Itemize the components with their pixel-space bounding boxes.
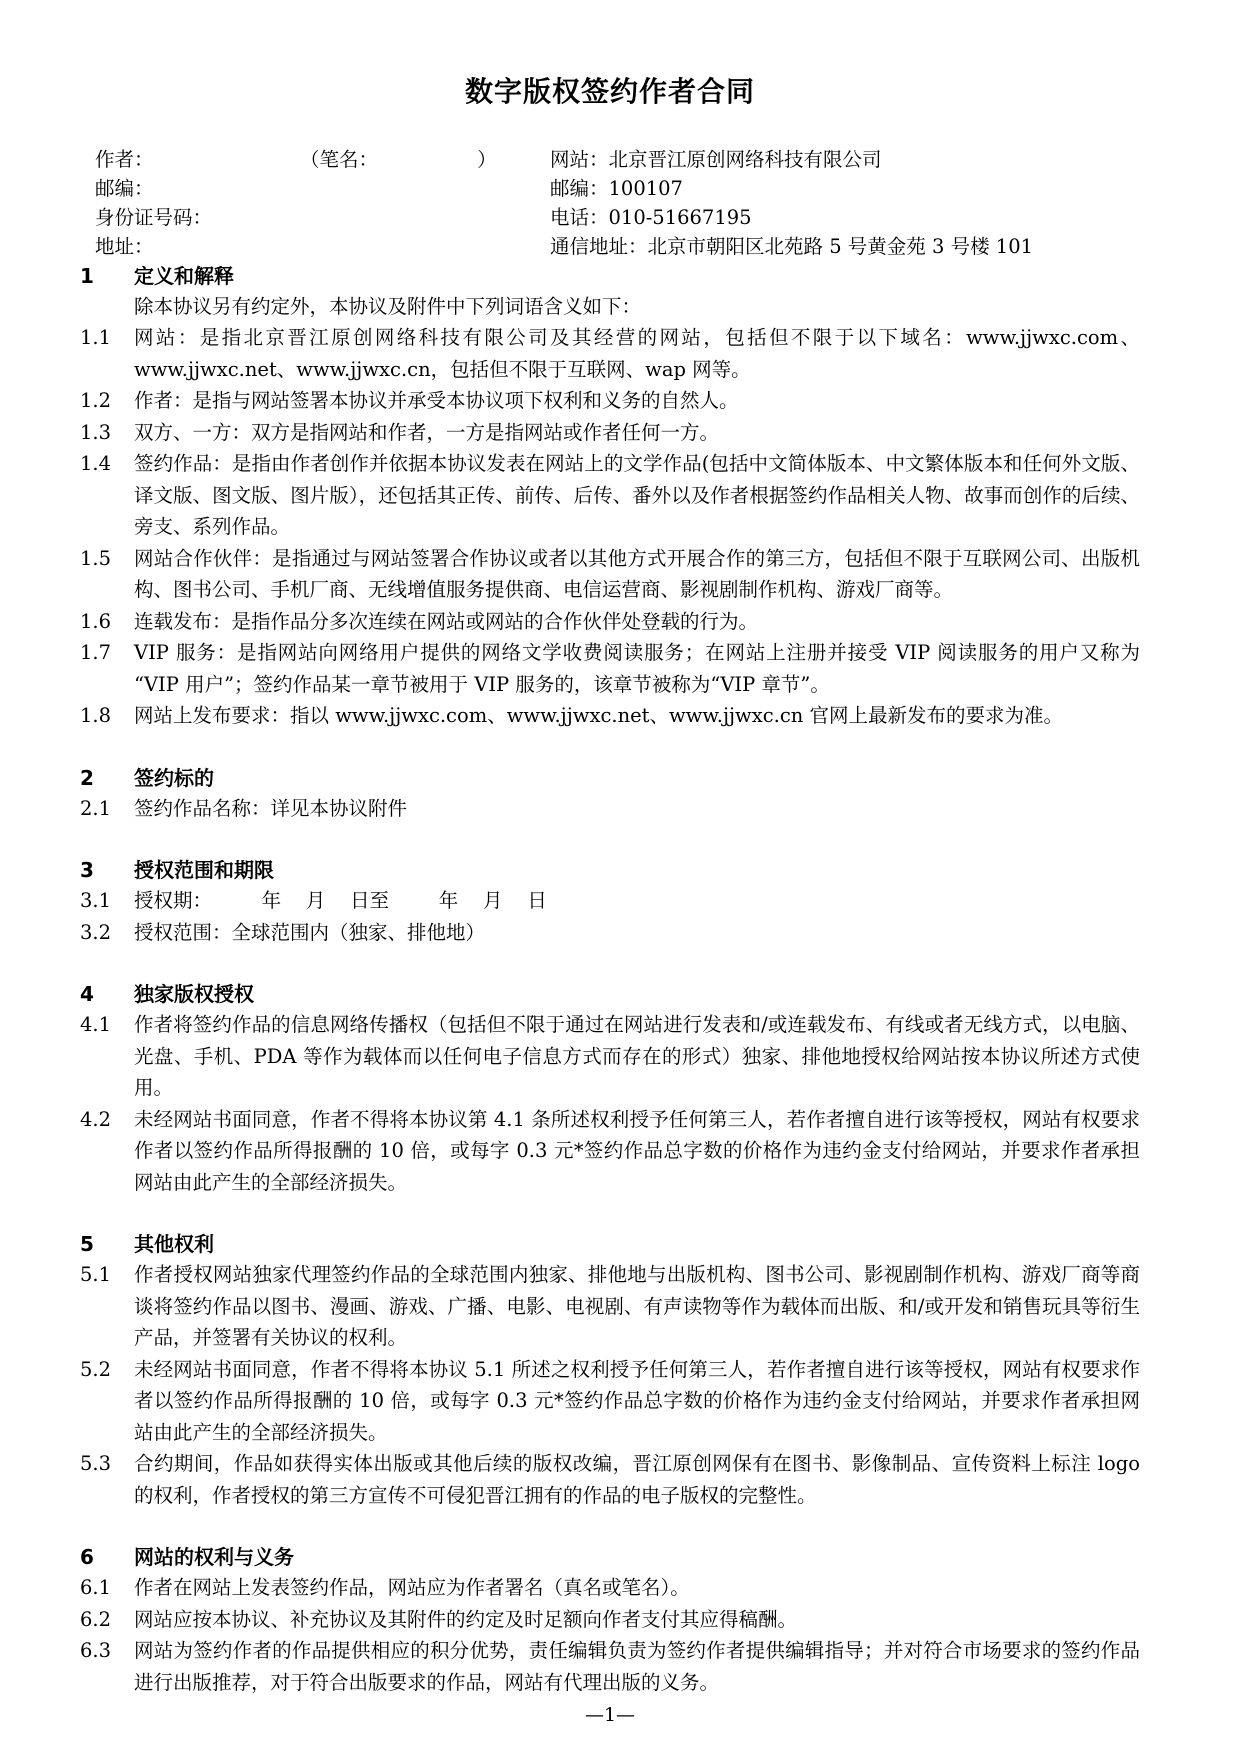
section-number: 5 [80, 1232, 94, 1257]
clause-1-3 [80, 417, 1140, 449]
clause-6-1 [80, 1572, 1140, 1604]
clause-1-1 [80, 322, 1140, 385]
spacer [80, 824, 1140, 855]
clause-number: 5.1 [80, 1263, 112, 1287]
clause-5-2 [80, 1354, 1140, 1449]
parties-row [80, 145, 1140, 174]
clause-text: 作者在网站上发表签约作品，网站应为作者署名（真名或笔名）。 [134, 1576, 690, 1600]
author-id-label: 身份证号码： [95, 205, 213, 229]
clause-number: 6.3 [80, 1639, 112, 1663]
clause-number: 1.3 [80, 420, 112, 444]
spacer [80, 732, 1140, 763]
clause-5-3 [80, 1448, 1140, 1511]
clause-number: 3.2 [80, 920, 112, 944]
clause-number: 1.6 [80, 609, 112, 633]
spacer [80, 1198, 1140, 1229]
clause-1-7 [80, 637, 1140, 700]
spacer [80, 1511, 1140, 1542]
clause-6-2 [80, 1604, 1140, 1636]
clause-text: 合约期间，作品如获得实体出版或其他后续的版权改编，晋江原创网保有在图书、影像制品、宣传资料上标注 logo 的权利，作者授权的第三方宣传不可侵犯晋江拥有的作品的电子版权的完整性。 [134, 1452, 1140, 1507]
spacer [80, 948, 1140, 979]
section-heading-6 [80, 1542, 1140, 1572]
clause-text: 作者：是指与网站签署本协议并承受本协议项下权利和义务的自然人。 [134, 389, 739, 413]
clause-4-2 [80, 1104, 1140, 1199]
party-left-cell [80, 203, 550, 232]
clause-2-1 [80, 793, 1140, 825]
section-title: 授权范围和期限 [134, 858, 274, 883]
clause-text: 连载发布：是指作品分多次连续在网站或网站的合作伙伴处登载的行为。 [134, 609, 759, 633]
clause-number: 1.4 [80, 452, 112, 476]
section-lead-1 [80, 291, 1140, 323]
clause-4-1 [80, 1009, 1140, 1104]
clause-number: 1.5 [80, 546, 112, 570]
parties-row [80, 203, 1140, 232]
author-address-label: 地址： [95, 234, 154, 258]
clause-text: 授权期： 年 月 日至 年 月 日 [134, 889, 547, 913]
clause-number [80, 291, 134, 323]
clause-number: 1.7 [80, 641, 112, 665]
document-body [80, 0, 1140, 1730]
clause-text: 未经网站书面同意，作者不得将本协议 5.1 所述之权利授予任何第三人，若作者擅自进行该等授权，网站有权要求作者以签约作品所得报酬的 10 倍，或每字 0.3 元*签约作品总字数的价格作为违约金支付给网站，并要求作者承担网站由此产生的全部经济损失。 [134, 1357, 1140, 1444]
website-name: 网站：北京晋江原创网络科技有限公司 [550, 147, 882, 171]
clause-1-6 [80, 606, 1140, 638]
clause-text: 网站：是指北京晋江原创网络科技有限公司及其经营的网站，包括但不限于以下域名：www.jjwxc.com、www.jjwxc.net、www.jjwxc.cn，包括但不限于互联网、wap 网等。 [134, 326, 1140, 381]
parties-row [80, 232, 1140, 261]
section-heading-5 [80, 1229, 1140, 1259]
parties-row [80, 174, 1140, 203]
section-title: 定义和解释 [134, 263, 234, 288]
clause-text: 网站合作伙伴：是指通过与网站签署合作协议或者以其他方式开展合作的第三方，包括但不限于互联网公司、出版机构、图书公司、手机厂商、无线增值服务提供商、电信运营商、影视剧制作机构、游戏厂商等。 [134, 546, 1140, 602]
party-left-cell [80, 174, 550, 203]
parties-block [80, 145, 1140, 261]
section-number: 4 [80, 982, 94, 1007]
party-left-cell [80, 145, 550, 174]
clause-number: 2.1 [80, 796, 112, 820]
website-postcode: 邮编：100107 [550, 176, 683, 200]
clause-text: 授权范围：全球范围内（独家、排他地） [134, 920, 486, 944]
clause-3-2 [80, 917, 1140, 949]
section-heading-2 [80, 763, 1140, 793]
section-title: 其他权利 [134, 1232, 214, 1257]
website-phone: 电话：010-51667195 [550, 205, 752, 229]
clause-3-1 [80, 885, 1140, 917]
clause-text: 除本协议另有约定外，本协议及附件中下列词语含义如下： [134, 294, 642, 318]
page-title: 数字版权签约作者合同 [464, 75, 755, 108]
clause-number: 5.3 [80, 1452, 112, 1476]
clause-5-1 [80, 1259, 1140, 1354]
clause-1-4 [80, 448, 1140, 543]
clause-text: 未经网站书面同意，作者不得将本协议第 4.1 条所述权利授予任何第三人，若作者擅自进行该等授权，网站有权要求作者以签约作品所得报酬的 10 倍，或每字 0.3 元*签约作品总字数的价格作为违约金支付给网站，并要求作者承担网站由此产生的全部经济损失。 [134, 1107, 1140, 1194]
clause-number: 5.2 [80, 1357, 112, 1381]
pen-name-field: （笔名： ） [300, 147, 497, 171]
clause-number: 6.2 [80, 1607, 112, 1631]
party-left-cell [80, 232, 550, 261]
section-title: 网站的权利与义务 [134, 1545, 294, 1570]
author-postcode-label: 邮编： [95, 176, 154, 200]
clause-number: 3.1 [80, 889, 112, 913]
clause-number: 1.8 [80, 704, 112, 728]
section-heading-4 [80, 979, 1140, 1009]
clause-text: 双方、一方：双方是指网站和作者，一方是指网站或作者任何一方。 [134, 420, 720, 444]
clause-1-8 [80, 700, 1140, 732]
section-number: 6 [80, 1545, 94, 1570]
section-number: 1 [80, 263, 94, 288]
clause-number: 4.2 [80, 1107, 112, 1131]
clause-text: 网站为签约作者的作品提供相应的积分优势，责任编辑负责为签约作者提供编辑指导；并对符合市场要求的签约作品进行出版推荐，对于符合出版要求的作品，网站有代理出版的义务。 [134, 1639, 1140, 1694]
section-number: 2 [80, 765, 94, 790]
clause-text: 作者授权网站独家代理签约作品的全球范围内独家、排他地与出版机构、图书公司、影视剧制作机构、游戏厂商等商谈将签约作品以图书、漫画、游戏、广播、电影、电视剧、有声读物等作为载体而出版、和/或开发和销售玩具等衍生产品，并签署有关协议的权利。 [134, 1263, 1140, 1350]
website-address: 通信地址：北京市朝阳区北苑路 5 号黄金苑 3 号楼 101 [550, 234, 1034, 258]
clause-text: 网站应按本协议、补充协议及其附件的约定及时足额向作者支付其应得稿酬。 [134, 1607, 798, 1631]
clause-text: 网站上发布要求：指以 www.jjwxc.com、www.jjwxc.net、www.jjwxc.cn 官网上最新发布的要求为准。 [134, 704, 1064, 728]
section-number: 3 [80, 858, 94, 883]
clause-number: 4.1 [80, 1013, 112, 1037]
section-heading-3 [80, 855, 1140, 885]
section-heading-1 [80, 261, 1140, 291]
section-title: 签约标的 [134, 765, 214, 790]
clause-text: 签约作品：是指由作者创作并依据本协议发表在网站上的文学作品(包括中文简体版本、中文繁体版本和任何外文版、译文版、图文版、图片版），还包括其正传、前传、后传、番外以及作者根据签约作品相关人物、故事而创作的后续、旁支、系列作品。 [134, 452, 1140, 539]
clause-6-3 [80, 1635, 1140, 1698]
clause-1-2 [80, 385, 1140, 417]
clause-number: 1.2 [80, 389, 112, 413]
clause-1-5 [80, 543, 1140, 606]
section-title: 独家版权授权 [134, 982, 254, 1007]
clause-text: 签约作品名称：详见本协议附件 [134, 796, 408, 820]
page-number: —1— [584, 1704, 636, 1727]
clause-text: VIP 服务：是指网站向网络用户提供的网络文学收费阅读服务；在网站上注册并接受 VIP 阅读服务的用户又称为“VIP 用户”；签约作品某一章节被用于 VIP 服务的，该章节被称为“VIP 章节”。 [134, 641, 1140, 696]
clause-text: 作者将签约作品的信息网络传播权（包括但不限于通过在网站进行发表和/或连载发布、有线或者无线方式，以电脑、光盘、手机、PDA 等作为载体而以任何电子信息方式而存在的形式）独家、排他地授权给网站按本协议所述方式使用。 [134, 1013, 1140, 1100]
clause-number: 1.1 [80, 326, 112, 350]
author-label: 作者： [95, 147, 154, 171]
clause-number: 6.1 [80, 1576, 112, 1600]
